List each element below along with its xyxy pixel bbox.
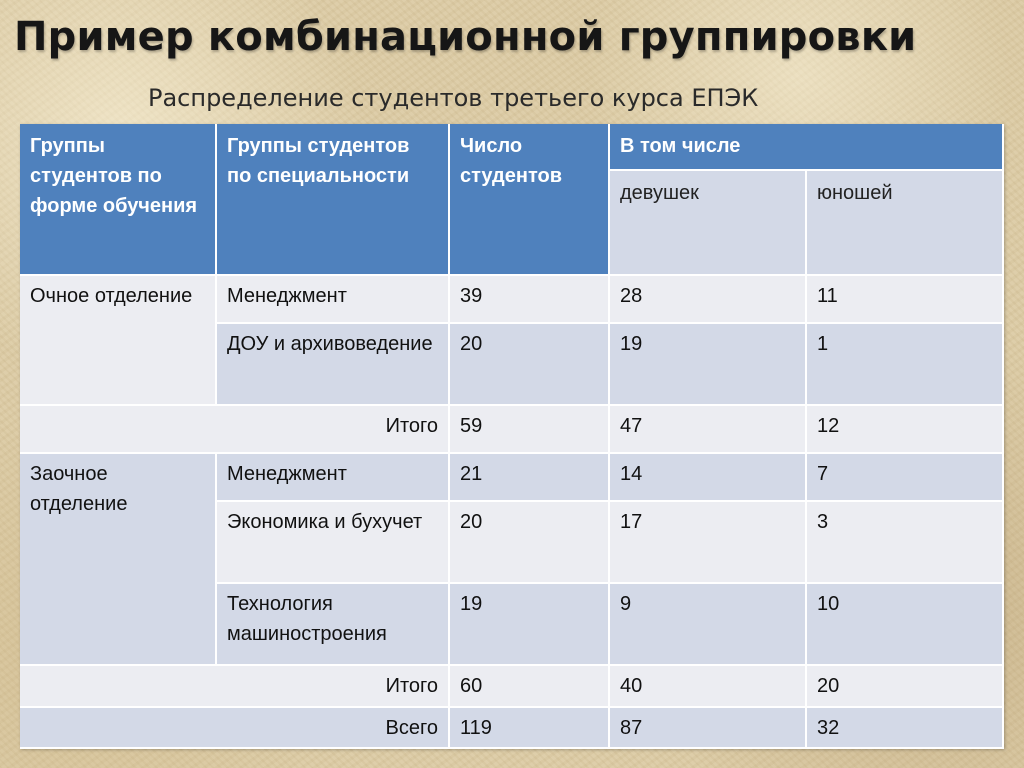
girls-cell: 47 xyxy=(610,406,807,454)
header-form: Группы студентов по форме обучения xyxy=(20,124,217,276)
specialty-cell: Экономика и бухучет xyxy=(217,502,450,584)
subtotal-label: Итого xyxy=(20,406,450,454)
specialty-cell: Технология машиностроения xyxy=(217,584,450,666)
boys-cell: 20 xyxy=(807,666,1004,708)
count-cell: 20 xyxy=(450,502,610,584)
boys-cell: 1 xyxy=(807,324,1004,406)
form-cell: Очное отделение xyxy=(20,276,217,406)
count-cell: 59 xyxy=(450,406,610,454)
boys-cell: 32 xyxy=(807,708,1004,749)
specialty-cell: ДОУ и архивоведение xyxy=(217,324,450,406)
page-subtitle: Распределение студентов третьего курса ЕПЭК xyxy=(148,84,759,112)
count-cell: 19 xyxy=(450,584,610,666)
girls-cell: 28 xyxy=(610,276,807,324)
form-cell: Заочное отделение xyxy=(20,454,217,666)
header-specialty: Группы студентов по специальности xyxy=(217,124,450,276)
girls-cell: 17 xyxy=(610,502,807,584)
girls-cell: 87 xyxy=(610,708,807,749)
count-cell: 119 xyxy=(450,708,610,749)
boys-cell: 12 xyxy=(807,406,1004,454)
grand-total-row xyxy=(20,708,1004,749)
header-boys: юношей xyxy=(807,171,1004,276)
subtotal-row xyxy=(20,666,1004,708)
girls-cell: 14 xyxy=(610,454,807,502)
girls-cell: 40 xyxy=(610,666,807,708)
subtotal-row xyxy=(20,406,1004,454)
subtotal-label: Итого xyxy=(20,666,450,708)
table-row xyxy=(20,454,1004,502)
boys-cell: 10 xyxy=(807,584,1004,666)
girls-cell: 19 xyxy=(610,324,807,406)
page-title: Пример комбинационной группировки xyxy=(14,14,917,60)
count-cell: 21 xyxy=(450,454,610,502)
count-cell: 60 xyxy=(450,666,610,708)
table-row xyxy=(20,276,1004,324)
girls-cell: 9 xyxy=(610,584,807,666)
count-cell: 39 xyxy=(450,276,610,324)
boys-cell: 3 xyxy=(807,502,1004,584)
header-including: В том числе xyxy=(610,124,1004,171)
specialty-cell: Менеджмент xyxy=(217,276,450,324)
boys-cell: 11 xyxy=(807,276,1004,324)
specialty-cell: Менеджмент xyxy=(217,454,450,502)
count-cell: 20 xyxy=(450,324,610,406)
boys-cell: 7 xyxy=(807,454,1004,502)
header-count: Число студентов xyxy=(450,124,610,276)
grand-total-label: Всего xyxy=(20,708,450,749)
grouping-table xyxy=(20,124,1004,749)
header-girls: девушек xyxy=(610,171,807,276)
